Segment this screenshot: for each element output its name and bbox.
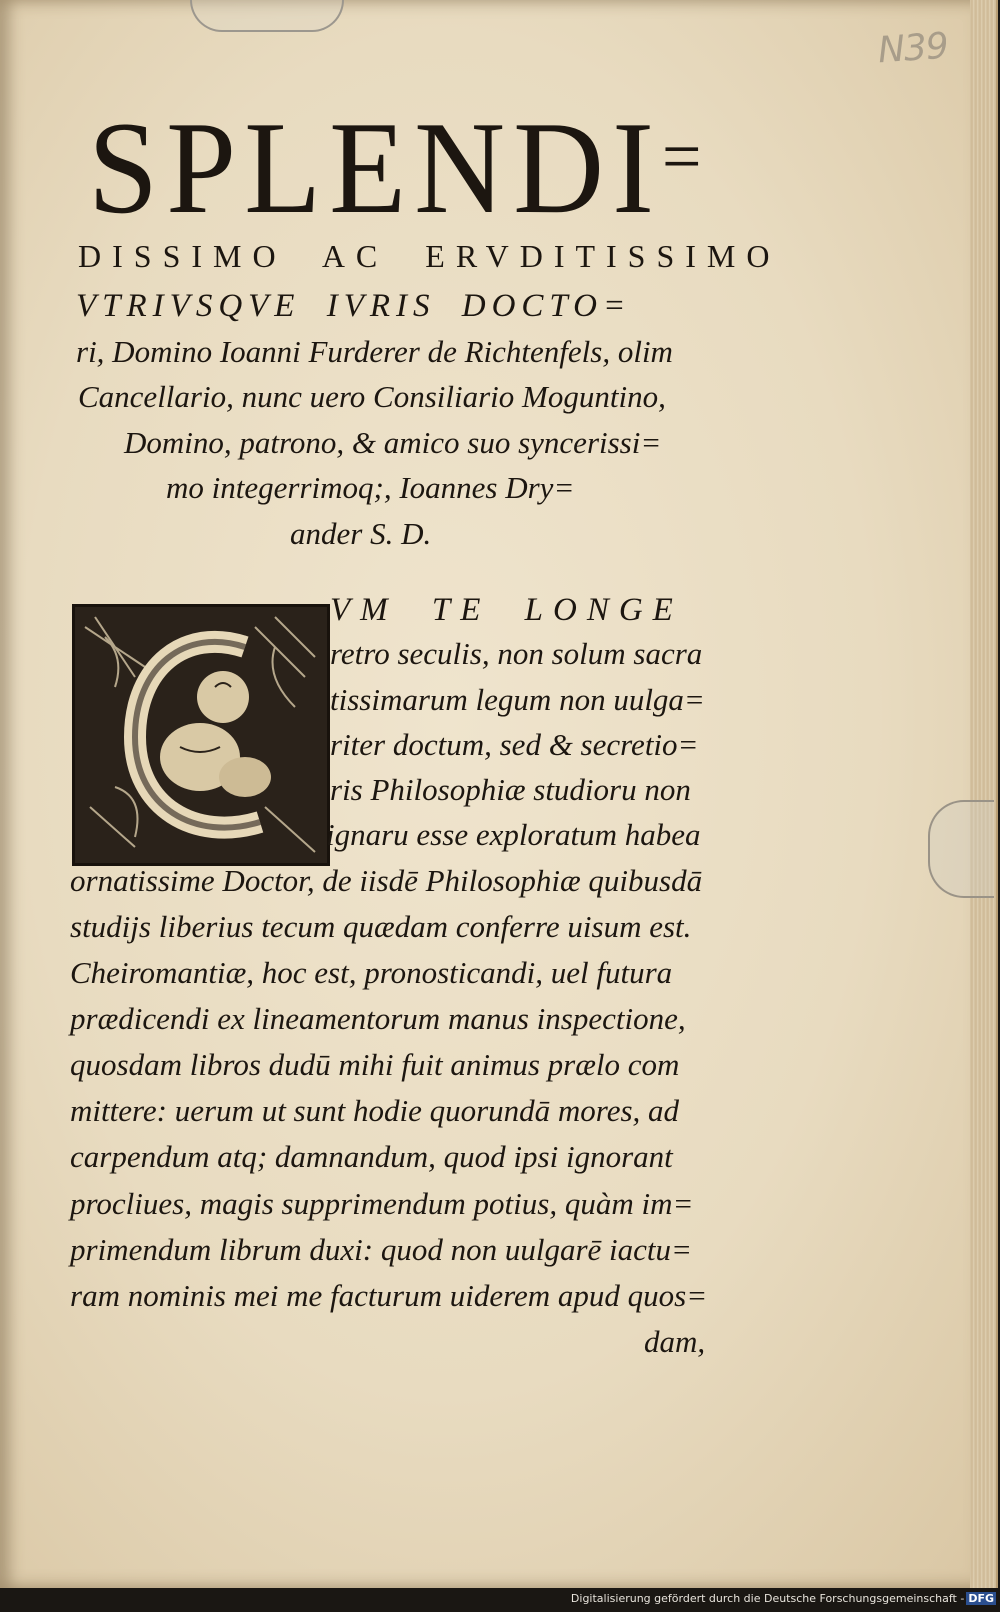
body-line: prædicendi ex lineamentorum manus inspectione, [70, 1001, 686, 1036]
folio-mark: N39 [876, 25, 950, 72]
body-line: retro seculis, non solum sacra [330, 636, 703, 671]
incipit-line: VM TE LONGE [330, 592, 683, 628]
body-line: riter doctum, sed & secretio= [330, 727, 699, 762]
body-line: studijs liberius tecum quædam conferre uisum est. [70, 909, 692, 944]
body-line: ris Philosophiæ studioru non [330, 772, 691, 807]
dedication-line: ander S. D. [290, 516, 432, 551]
body-line: quosdam libros dudū mihi fuit animus prælo com [70, 1047, 680, 1082]
side-clip [928, 800, 994, 898]
credit-text: Digitalisierung gefördert durch die Deutsche Forschungsgemeinschaft - [570, 1592, 965, 1605]
body-line: primendum librum duxi: quod non uulgarē iactu= [70, 1232, 692, 1267]
body-line: ornatissime Doctor, de iisdē Philosophiæ quibusdā [70, 863, 703, 898]
body-line: ignaru esse exploratum habea [326, 817, 701, 852]
body-line: tissimarum legum non uulga= [330, 682, 705, 717]
dedication-line: Cancellario, nunc uero Consiliario Moguntino, [78, 379, 666, 414]
page-edges [970, 0, 996, 1588]
title-word: SPLENDI [88, 95, 663, 242]
dedication-line: mo integerrimoq;, Ioannes Dry= [166, 470, 575, 505]
heading-caps-line-1: DISSIMO AC ERVDITISSIMO [78, 238, 781, 274]
decorated-initial [72, 604, 330, 866]
body-line: Cheiromantiæ, hoc est, pronosticandi, uel futura [70, 955, 673, 990]
top-clip [190, 0, 344, 32]
dedication-line: ri, Domino Ioanni Furderer de Richtenfels, olim [76, 334, 673, 369]
body-line: mittere: uerum ut sunt hodie quorundā mores, ad [70, 1093, 680, 1128]
dfg-logo: DFG [968, 1592, 994, 1605]
body-line: procliues, magis supprimendum potius, quàm im= [70, 1186, 694, 1221]
woodcut-putto-icon [75, 607, 327, 863]
page-title [88, 95, 710, 242]
body-line: ram nominis mei me facturum uiderem apud quos= [70, 1278, 708, 1313]
dedication-line: Domino, patrono, & amico suo syncerissi= [124, 425, 662, 460]
body-line: carpendum atq; damnandum, quod ipsi ignorant [70, 1139, 673, 1174]
catchword: dam, [644, 1324, 706, 1359]
digitization-credit [571, 1592, 996, 1605]
title-hyphen: = [662, 116, 710, 198]
heading-caps-line-2: VTRIVSQVE IVRIS DOCTO= [76, 288, 632, 324]
